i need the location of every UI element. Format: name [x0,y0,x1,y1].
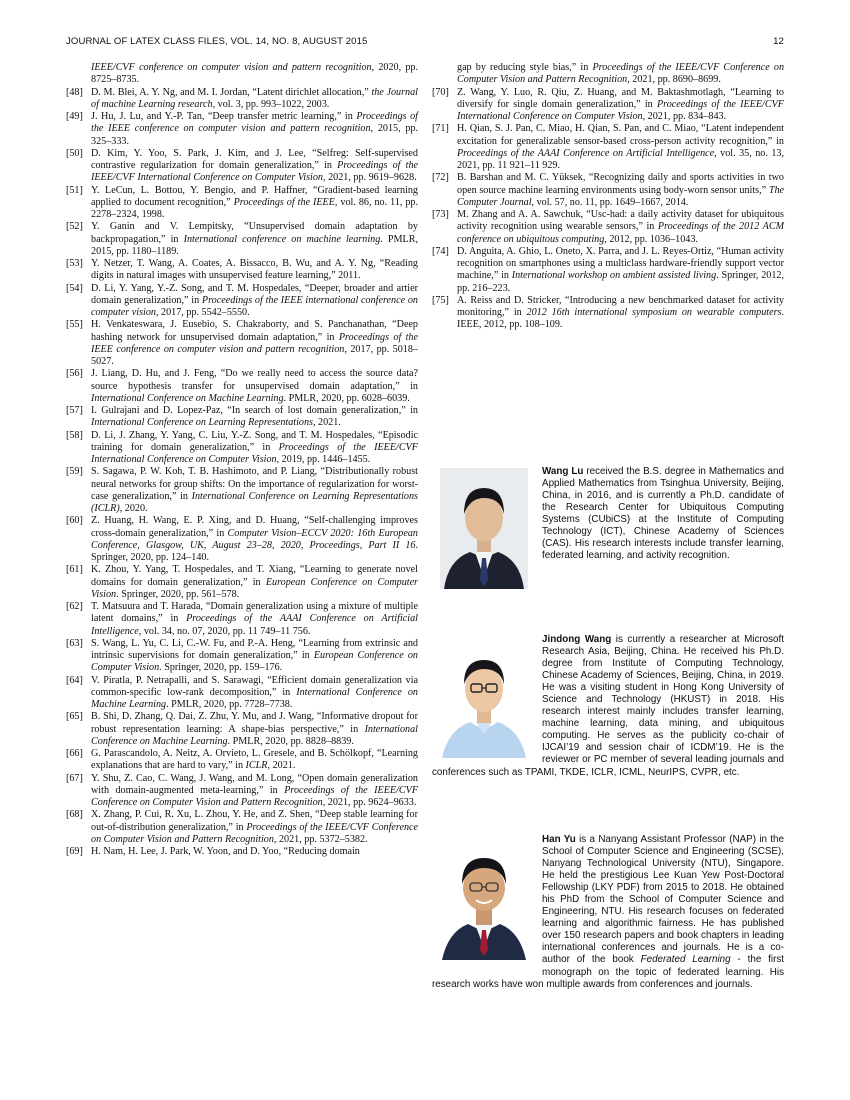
reference-venue: Proceedings of the IEEE/CVF Conference on Computer Vision and Pattern Recognition [457,62,785,86]
reference-text [91,846,418,858]
reference-venue: Proceedings of the IEEE conference on computer vision and pattern recognition [91,331,418,355]
reference-venue: IEEE/CVF conference on computer vision and pattern recognition [91,62,372,73]
running-header [66,36,784,50]
reference-text [457,209,784,246]
reference-entry [432,246,784,295]
reference-venue: Proceedings of the AAAI Conference on Artificial Intelligence [457,147,715,159]
reference-text [457,123,784,172]
reference-authors-title: M. Zhang and A. A. Sawchuk, “Usc-had: a daily activity dataset for ubiquitous activity recognition using wearable sensors,” in [457,209,784,233]
reference-venue: Proceedings of the IEEE [233,196,335,208]
reference-details: , 2021, pp. 8690–8699. [627,74,721,86]
reference-number: [65] [66,711,83,723]
reference-text [91,148,418,185]
reference-details: , 2021, pp. 5372–5382. [273,833,368,845]
reference-authors-title: A. Reiss and D. Stricker, “Introducing a new benchmarked dataset for activity monitoring,” in [457,294,784,318]
reference-venue: International Conference on Learning Representations (ICLR) [91,490,418,514]
reference-authors-title: D. Kim, Y. Yoo, S. Park, J. Kim, and J. Lee, “Selfreg: Self-supervised contrastive regularization for domain generalization,” in [91,147,418,171]
references-right-column [432,62,784,332]
reference-details: , 2021. [267,760,296,772]
reference-number: [67] [66,772,83,784]
reference-number: [54] [66,282,83,294]
reference-details: , 2017, pp. 5018–5027. [91,343,418,367]
reference-number: [69] [66,846,83,857]
reference-details: . Springer, 2020, pp. 124–140. [91,539,418,563]
reference-text [457,246,784,295]
reference-text [91,711,418,748]
reference-details: , 2021, pp. 9619–9628. [323,172,417,184]
reference-entry [66,148,418,185]
reference-venue: International Conference on Machine Learning [91,392,284,404]
reference-venue: Proceedings of the IEEE/CVF International Conference on Computer Vision [91,160,418,184]
bio-body: is a Nanyang Assistant Professor (NAP) in the School of Computer Science and Engineering (SCSE), Nanyang Technological University (NTU), Singapore. He held the prestigious Lee Kuan Yew Post-Doctoral Fellowship (LKY PDF) from 2015 to 2018. He obtained his PhD from the School of Computer Science and Engineering, NTU. His research focuses on federated learning and algorithmic fairness. He has published over 150 research papers and book chapters in leading international conferences and journals. He is a co-author of the book [542,834,784,966]
reference-venue: Proceedings of the AAAI Conference on Artificial Intelligence [91,613,418,637]
reference-venue: Proceedings of the IEEE conference on computer vision and pattern recognition [91,111,418,135]
reference-text [91,430,418,467]
reference-venue: International Conference on Machine Learning [91,723,418,747]
reference-number: [57] [66,405,83,416]
reference-authors-title: T. Matsuura and T. Harada, “Domain generalization using a mixture of multiple latent domains,” in [91,601,418,625]
reference-entry [66,466,418,515]
reference-authors-title: H. Qian, S. J. Pan, C. Miao, H. Qian, S. Pan, and C. Miao, “Latent independent excitation for generalizable sensor-based cross-person activity recognition,” in [457,123,784,147]
reference-text [91,111,418,148]
reference-number: [74] [432,245,449,257]
reference-entry [66,283,418,320]
reference-authors-title: G. Parascandolo, A. Neitz, A. Orvieto, L. Gresele, and B. Schölkopf, “Learning explanations that are hard to vary,” in [91,748,418,772]
reference-venue: International conference on machine learning [183,233,381,245]
reference-venue: European Conference on Computer Vision [91,576,419,600]
reference-authors-title: D. Li, J. Zhang, Y. Yang, C. Liu, Y.-Z. Song, and T. M. Hospedales, “Episodic training for domain generalization,” in [91,429,418,453]
reference-details: , vol. 3, pp. 993–1022, 2003. [212,98,330,110]
reference-number: [73] [432,209,449,220]
bio-book-title: Federated Learning [640,954,731,966]
reference-entry [66,564,418,601]
reference-text [91,809,418,846]
reference-authors-title: D. Li, Y. Yang, Y.-Z. Song, and T. M. Hospedales, “Deeper, broader and artier domain generalization,” in [91,282,418,306]
reference-number: [61] [66,564,83,576]
reference-number: [59] [66,466,83,478]
reference-details: . PMLR, 2020, pp. 7728–7738. [166,699,293,710]
reference-text [91,515,418,564]
reference-number: [48] [66,86,83,98]
reference-details: , 2019, pp. 1446–1455. [276,454,371,465]
reference-venue: Proceedings of the IEEE/CVF International Conference on Computer Vision [91,441,418,465]
reference-text [91,221,418,258]
author-bio-wang-lu [432,466,784,594]
reference-authors-title: Z. Huang, H. Wang, E. P. Xing, and D. Huang, “Self-challenging improves cross-domain generalization,” in [91,515,418,539]
reference-text [91,564,418,601]
reference-details: , vol. 57, no. 11, pp. 1649–1667, 2014. [531,196,689,208]
reference-details: , 2017, pp. 5542–5550. [155,307,250,318]
reference-details: . PMLR, 2015, pp. 1180–1189. [91,233,419,257]
reference-text [91,638,418,675]
reference-venue: ICLR [245,760,268,772]
reference-details: , 2020, pp. 8725–8735. [91,62,419,86]
journal-title: JOURNAL OF LATEX CLASS FILES, VOL. 14, NO. 8, AUGUST 2015 [66,36,368,47]
reference-number: [64] [66,674,83,686]
bio-name: Jindong Wang [542,634,612,645]
reference-number: [60] [66,515,83,527]
reference-details: . Springer, 2020, pp. 561–578. [116,588,240,600]
reference-entry [66,601,418,638]
reference-details: , vol. 35, no. 13, 2021, pp. 11 921–11 929. [457,147,784,171]
reference-authors-title: D. Anguita, A. Ghio, L. Oneto, X. Parra, and J. L. Reyes-Ortiz, “Human activity recognition on smartphones using a multiclass hardware-friendly support vector machine,” in [457,245,784,282]
reference-details: , 2012, pp. 1036–1043. [604,233,698,245]
reference-venue: 2012 16th international symposium on wearable computers [526,307,782,318]
reference-text [91,87,418,112]
reference-authors-title: K. Zhou, Y. Yang, T. Hospedales, and T. Xiang, “Learning to generate novel domains for domain generalization,” in [91,564,418,588]
reference-authors-title: J. Hu, J. Lu, and Y.-P. Tan, “Deep transfer metric learning,” in [91,111,357,122]
reference-entry [432,295,784,332]
reference-details: . PMLR, 2020, pp. 8828–8839. [227,735,354,747]
reference-authors-title: gap by reducing style bias,” in [457,62,593,73]
reference-details: , 2021, pp. 834–843. [642,111,727,122]
reference-number: [50] [66,147,83,159]
author-photo-han-yu [440,840,528,960]
reference-text [91,185,418,222]
reference-entry [66,748,418,773]
reference-entry [66,221,418,258]
reference-details: . Springer, 2012, pp. 216–223. [457,270,785,294]
reference-text [91,773,418,810]
reference-venue: International Conference on Learning Representations [91,417,313,429]
reference-text [91,466,418,515]
reference-number: [58] [66,429,83,441]
reference-text [91,368,418,405]
reference-number: [53] [66,258,83,269]
reference-entry [66,711,418,748]
reference-text [91,748,418,773]
reference-entry [432,62,784,87]
reference-authors-title: J. Liang, D. Hu, and J. Feng, “Do we really need to access the source data? source hypothesis transfer for unsupervised domain adaptation,” in [91,368,418,392]
reference-entry [66,111,418,148]
reference-text [91,675,418,712]
references-left-column [66,62,418,858]
reference-number: [52] [66,221,83,233]
reference-venue: Proceedings of the 2012 ACM conference on ubiquitous computing [457,221,785,245]
reference-details: . Springer, 2020, pp. 159–176. [159,662,283,674]
reference-details: . IEEE, 2012, pp. 108–109. [457,307,784,331]
reference-text [91,258,418,283]
reference-authors-title: H. Venkateswara, J. Eusebio, S. Chakraborty, and S. Panchanathan, “Deep hashing network for unsupervised domain adaptation,” in [91,319,418,343]
reference-entry [432,209,784,246]
author-bio-han-yu [432,834,784,991]
reference-authors-title: S. Sagawa, P. W. Koh, T. B. Hashimoto, and P. Liang, “Distributionally robust neural networks for group shifts: On the importance of regularization for worst-case generalization,” in [91,466,418,502]
reference-details: , 2021, pp. 9624–9633. [322,797,417,808]
reference-authors-title: B. Barshan and M. C. Yüksek, “Recognizing daily and sports activities in two open source machine learning environments using body-worn sensor units,” [457,172,784,196]
reference-number: [68] [66,809,83,821]
reference-details: . PMLR, 2020, pp. 6028–6039. [283,392,410,404]
reference-number: [71] [432,123,449,135]
reference-entry [66,430,418,467]
reference-entry [66,675,418,712]
reference-authors-title: Z. Wang, Y. Luo, R. Qiu, Z. Huang, and M. Baktashmotlagh, “Learning to diversify for single domain generalization,” in [457,86,784,110]
reference-entry [66,62,418,87]
reference-venue: Proceedings of the IEEE/CVF Conference on Computer Vision and Pattern Recognition [91,784,418,808]
reference-entry [66,185,418,222]
reference-number: [66] [66,748,83,759]
reference-text [457,172,784,209]
reference-authors-title: H. Nam, H. Lee, J. Park, W. Yoon, and D. Yoo, “Reducing domain [91,846,360,857]
reference-text [457,87,784,124]
reference-venue: European Conference on Computer Vision [91,650,418,674]
reference-entry [66,258,418,283]
reference-details: , vol. 34, no. 07, 2020, pp. 11 749–11 756. [138,625,311,637]
reference-entry [66,515,418,564]
reference-authors-title: S. Wang, L. Yu, C. Li, C.-W. Fu, and P.-A. Heng, “Learning from extrinsic and intrinsic supervisions for domain generalization,” in [91,637,418,661]
reference-authors-title: Y. LeCun, L. Bottou, Y. Bengio, and P. Haffner, “Gradient-based learning applied to document recognition,” [91,184,418,208]
reference-venue: Proceedings of the IEEE international conference on computer vision [91,294,418,318]
reference-number: [75] [432,294,449,306]
reference-entry [432,87,784,124]
reference-authors-title: Y. Netzer, T. Wang, A. Coates, A. Bissacco, B. Wu, and A. Y. Ng, “Reading digits in natural images with unsupervised feature learning,” 2011. [91,258,418,282]
reference-number: [49] [66,111,83,122]
reference-text [457,295,784,332]
reference-venue: Proceedings of the IEEE/CVF International Conference on Computer Vision [457,98,784,122]
reference-venue: Proceedings of the IEEE/CVF Conference on Computer Vision and Pattern Recognition [91,821,418,845]
author-bio-jindong-wang [432,634,784,779]
bio-body: is currently a researcher at Microsoft Research Asia, Beijing, China. He received his Ph.D. degree from Institute of Computing Technology, Chinese Academy of Sciences, Beijing, China, in 2019. He was a visiting student in Hong Kong University of Science and Technology (HKUST) in 2018. His research interest mainly includes transfer learning, machine learning, data mining, and ubiquitous computing. He serves as the publicity co-chair of IJCAI’19 and session chair of ICDM’19. He is the reviewer or PC member of several leading journals and conferences such as TPAMI, TKDE, ICLR, ICML, NeurIPS, CVPR, etc. [432,634,784,778]
reference-details: , 2021. [312,417,341,429]
reference-venue: the Journal of machine Learning research [91,86,418,110]
reference-text [91,405,418,430]
reference-entry [66,638,418,675]
reference-text [91,319,418,368]
reference-number: [51] [66,184,83,196]
reference-entry [432,172,784,209]
page-number: 12 [773,36,784,47]
reference-authors-title: X. Zhang, P. Cui, R. Xu, L. Zhou, Y. He, and Z. Shen, “Deep stable learning for out-of-distribution generalization,” in [91,809,418,833]
reference-venue: International Conference on Machine Learning [91,686,418,710]
reference-details: , vol. 86, no. 11, pp. 2278–2324, 1998. [91,196,419,220]
reference-authors-title: D. M. Blei, A. Y. Ng, and M. I. Jordan, “Latent dirichlet allocation,” [91,86,372,98]
bio-body: received the B.S. degree in Mathematics and Applied Mathematics from Tsinghua University, Beijing, China, in 2016, and is currently a Ph.D. candidate of the Research Center for Ubiquitous Computing Systems (CUbiCS) at the Institute of Computing Technology (ICT), Chinese Academy of Sciences (CAS). His research interests include transfer learning, federated learning, and activity recognition. [542,466,784,562]
reference-number: [55] [66,319,83,331]
reference-text [91,62,418,87]
bio-name: Wang Lu [542,466,584,477]
bio-body-tail: - the first monograph on the topic of federated learning. His research works have won multiple awards from conferences and journals. [432,954,785,990]
reference-number: [62] [66,601,83,612]
reference-venue: The Computer Journal [457,184,784,208]
reference-number: [63] [66,637,83,649]
reference-authors-title: Y. Ganin and V. Lempitsky, “Unsupervised domain adaptation by backpropagation,” in [91,221,418,245]
reference-venue: Computer Vision–ECCV 2020: 16th European Conference, Glasgow, UK, August 23–28, 2020, Proceedings, Part II 16 [91,527,418,551]
reference-number: [56] [66,368,83,380]
reference-authors-title: B. Shi, D. Zhang, Q. Dai, Z. Zhu, Y. Mu, and J. Wang, “Informative dropout for robust representation learning: A shape-bias perspective,” in [91,711,418,735]
reference-entry [66,773,418,810]
reference-entry [66,87,418,112]
reference-authors-title: Y. Shu, Z. Cao, C. Wang, J. Wang, and M. Long, “Open domain generalization with domain-augmented meta-learning,” in [91,772,418,796]
reference-entry [66,405,418,430]
reference-number: [70] [432,86,449,98]
reference-entry [66,368,418,405]
reference-details: , 2020. [119,503,148,514]
reference-details: , 2015, pp. 325–333. [91,123,418,147]
reference-authors-title: I. Gulrajani and D. Lopez-Paz, “In search of lost domain generalization,” in [91,405,418,416]
author-photo-wang-lu [440,468,528,589]
reference-entry [66,319,418,368]
reference-text [91,283,418,320]
reference-entry [432,123,784,172]
reference-text [457,62,784,87]
reference-entry [66,809,418,846]
bio-name: Han Yu [542,834,576,845]
reference-venue: International workshop on ambient assisted living [511,270,717,282]
reference-text [91,601,418,638]
reference-authors-title: V. Piratla, P. Netrapalli, and S. Sarawagi, “Efficient domain generalization via common-specific low-rank decomposition,” in [91,674,418,698]
reference-number: [72] [432,172,449,184]
reference-entry [66,846,418,858]
author-photo-jindong-wang [440,634,528,758]
